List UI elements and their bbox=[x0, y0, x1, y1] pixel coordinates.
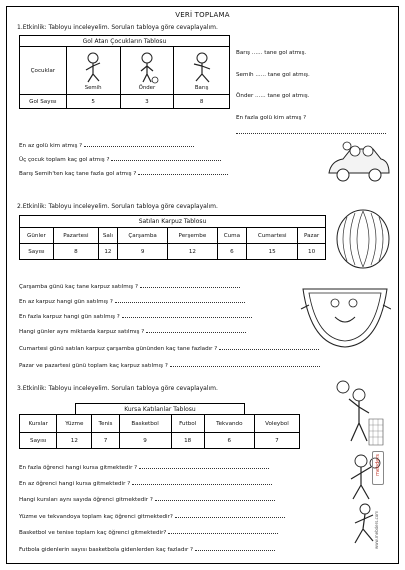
volleyball-player-icon bbox=[325, 379, 385, 449]
course-table bbox=[19, 403, 300, 449]
activity3-heading: 3.Etkinlik: Tabloyu inceleyelim. Soruları tabloya göre cevaplayalım. bbox=[17, 385, 218, 392]
wm-value-7: 10 bbox=[298, 244, 326, 260]
a2-question-3: En fazla karpuz hangi gün satılmış ? bbox=[19, 313, 252, 321]
course-value-5: 6 bbox=[204, 433, 254, 449]
wm-header-4: Perşembe bbox=[168, 228, 217, 244]
activity1-heading: 1.Etkinlik: Tabloyu inceleyelim. Soruları tabloya göre cevaplayalım. bbox=[17, 24, 218, 31]
course-table-title: Kursa Katılanlar Tablosu bbox=[75, 403, 245, 415]
child-onder-icon bbox=[132, 51, 162, 85]
watermark-site: www.mebders.com bbox=[374, 510, 379, 549]
child-cell-semih bbox=[66, 47, 120, 95]
child-cell-baris bbox=[174, 47, 230, 95]
course-header-6: Voleybol bbox=[254, 415, 299, 433]
wm-header-2: Salı bbox=[98, 228, 117, 244]
course-header-5: Tekvando bbox=[204, 415, 254, 433]
wm-header-5: Cuma bbox=[217, 228, 247, 244]
course-value-0: Sayısı bbox=[20, 433, 57, 449]
goals-onder: 3 bbox=[120, 95, 174, 109]
course-value-6: 7 bbox=[254, 433, 299, 449]
wm-value-0: Sayısı bbox=[20, 244, 54, 260]
wm-value-5: 6 bbox=[217, 244, 247, 260]
course-header-4: Futbol bbox=[171, 415, 204, 433]
answer-line bbox=[236, 129, 386, 134]
wm-value-6: 15 bbox=[247, 244, 298, 260]
a1-question-2: Üç çocuk toplam kaç gol atmış ? bbox=[19, 156, 221, 164]
watermark-badge bbox=[372, 451, 384, 485]
wm-value-2: 12 bbox=[98, 244, 117, 260]
course-header-1: Yüzme bbox=[57, 415, 92, 433]
course-value-4: 18 bbox=[171, 433, 204, 449]
child-name-onder: Önder bbox=[138, 84, 156, 91]
a3-question-6: Futbola gidenlerin sayısı basketbola gidenlerden kaç fazladır ? bbox=[19, 546, 275, 554]
course-header-0: Kurslar bbox=[20, 415, 57, 433]
wm-value-4: 12 bbox=[168, 244, 217, 260]
a2-question-2: En az karpuz hangi gün satılmış ? bbox=[19, 298, 245, 306]
a1-question-1: En az golü kim atmış ? bbox=[19, 142, 194, 150]
a3-question-5: Basketbol ve tenise toplam kaç öğrenci gitmektedir? bbox=[19, 529, 278, 537]
child-name-semih: Semih bbox=[84, 84, 102, 91]
child-baris-icon bbox=[187, 51, 217, 85]
wm-header-0: Günler bbox=[20, 228, 54, 244]
a2-question-1: Çarşamba günü kaç tane karpuz satılmış ? bbox=[19, 283, 240, 291]
course-header-2: Tenis bbox=[92, 415, 119, 433]
wm-value-1: 8 bbox=[53, 244, 98, 260]
a3-question-4: Yüzme ve tekvandoya toplam kaç öğrenci gitmektedir? bbox=[19, 513, 285, 521]
course-value-2: 7 bbox=[92, 433, 119, 449]
a3-question-2: En az öğrenci hangi kursa gitmektedir ? bbox=[19, 480, 272, 488]
side-question-4: En fazla golü kim atmış ? bbox=[236, 115, 307, 121]
wm-header-6: Cumartesi bbox=[247, 228, 298, 244]
children-label: Çocuklar bbox=[20, 47, 67, 95]
a1-question-3: Barış Semih'ten kaç tane fazla gol atmış ? bbox=[19, 170, 228, 178]
a3-question-1: En fazla öğrenci hangi kursa gitmektedir ? bbox=[19, 464, 269, 472]
a2-question-6: Pazar ve pazartesi günü toplam kaç karpuz satılmış ? bbox=[19, 362, 320, 370]
wm-header-7: Pazar bbox=[298, 228, 326, 244]
kids-car-icon bbox=[325, 139, 393, 185]
watermark-brand: mebders bbox=[375, 454, 381, 477]
goal-table bbox=[19, 35, 230, 109]
goals-semih: 5 bbox=[66, 95, 120, 109]
side-question-1: Barış ...... tane gol atmış. bbox=[236, 50, 307, 56]
watermelon-slice-icon bbox=[299, 279, 391, 351]
goal-table-title: Gol Atan Çocukların Tablosu bbox=[19, 35, 230, 47]
goals-baris: 8 bbox=[174, 95, 230, 109]
course-value-3: 9 bbox=[119, 433, 171, 449]
worksheet-page bbox=[6, 6, 399, 564]
watermelon-icon bbox=[333, 207, 393, 271]
wm-header-1: Pazartesi bbox=[53, 228, 98, 244]
goals-label: Gol Sayısı bbox=[20, 95, 67, 109]
child-name-baris: Barış bbox=[194, 84, 209, 91]
watermelon-table bbox=[19, 215, 326, 260]
a2-question-5: Cumartesi günü satılan karpuz çarşamba gününden kaç tane fazladır ? bbox=[19, 345, 319, 353]
wm-value-3: 9 bbox=[117, 244, 167, 260]
wm-header-3: Çarşamba bbox=[117, 228, 167, 244]
a2-question-4: Hangi günler aynı miktarda karpuz satılmış ? bbox=[19, 328, 246, 336]
course-value-1: 12 bbox=[57, 433, 92, 449]
course-header-3: Basketbol bbox=[119, 415, 171, 433]
side-question-3: Önder ...... tane gol atmış. bbox=[236, 93, 310, 99]
activity2-heading: 2.Etkinlik: Tabloyu inceleyelim. Soruları tabloya göre cevaplayalım. bbox=[17, 203, 218, 210]
a3-question-3: Hangi kursları aynı sayıda öğrenci gitmektedir ? bbox=[19, 496, 275, 504]
watermelon-table-title: Satılan Karpuz Tablosu bbox=[19, 215, 326, 228]
child-semih-icon bbox=[78, 51, 108, 85]
page-title: VERİ TOPLAMA bbox=[175, 11, 230, 19]
child-cell-onder bbox=[120, 47, 174, 95]
side-question-2: Semih ...... tane gol atmış. bbox=[236, 72, 310, 78]
